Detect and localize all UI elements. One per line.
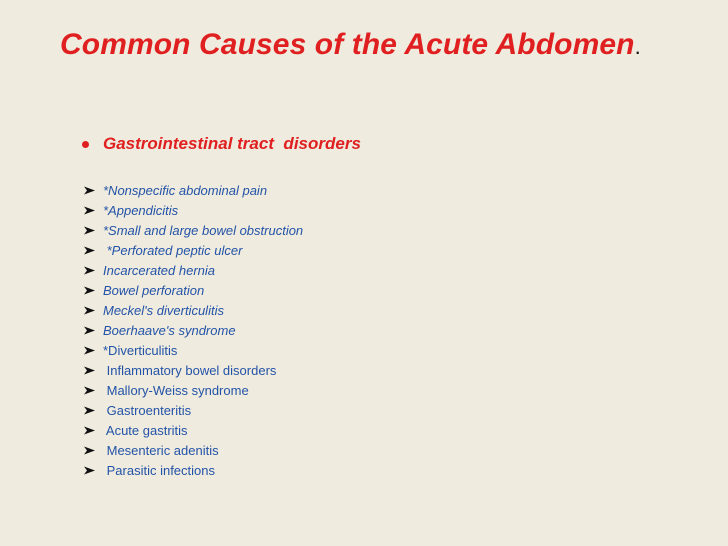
arrow-bullet-icon (84, 365, 95, 376)
list-item (84, 400, 684, 420)
list-item-label: Boerhaave's syndrome (103, 322, 236, 338)
list-item-label: *Diverticulitis (103, 342, 178, 358)
list-item (84, 300, 684, 320)
arrow-bullet-icon (84, 445, 95, 456)
arrow-bullet-icon (84, 305, 95, 316)
section-heading (82, 133, 702, 155)
list-item-label: *Appendicitis (103, 202, 179, 218)
list-item-label: *Small and large bowel obstruction (103, 222, 304, 238)
arrow-bullet-icon (84, 245, 95, 256)
list-item (84, 180, 684, 200)
list-item-label: Meckel's diverticulitis (103, 302, 224, 318)
section-label: Gastrointestinal tract disorders (103, 134, 361, 153)
arrow-bullet-icon (84, 425, 95, 436)
list-item (84, 240, 684, 260)
list-item-label: Incarcerated hernia (103, 262, 216, 278)
list-item-label: *Nonspecific abdominal pain (103, 182, 268, 198)
list-item-label: Mesenteric adenitis (103, 442, 219, 458)
list-item (84, 360, 684, 380)
arrow-bullet-icon (84, 385, 95, 396)
slide-title-text: Common Causes of the Acute Abdomen (60, 28, 635, 61)
arrow-bullet-icon (84, 285, 95, 296)
list-item-label: Inflammatory bowel disorders (103, 362, 277, 378)
arrow-bullet-icon (84, 405, 95, 416)
list-item-label: Mallory-Weiss syndrome (103, 382, 249, 398)
list-item-label: *Perforated peptic ulcer (103, 242, 243, 258)
list-item (84, 280, 684, 300)
list-item-label: Gastroenteritis (103, 402, 192, 418)
list-item (84, 380, 684, 400)
list-item (84, 220, 684, 240)
list-item (84, 420, 684, 440)
list-item-label: Bowel perforation (103, 282, 205, 298)
bullet-dot-icon (82, 141, 89, 148)
list-item (84, 320, 684, 340)
arrow-bullet-icon (84, 225, 95, 236)
list-item (84, 340, 684, 360)
list-item (84, 260, 684, 280)
cause-list (84, 180, 684, 480)
slide-title (60, 28, 720, 62)
list-item-label: Acute gastritis (103, 422, 188, 438)
arrow-bullet-icon (84, 205, 95, 216)
arrow-bullet-icon (84, 265, 95, 276)
list-item (84, 440, 684, 460)
arrow-bullet-icon (84, 325, 95, 336)
arrow-bullet-icon (84, 185, 95, 196)
arrow-bullet-icon (84, 345, 95, 356)
slide-title-period: . (634, 34, 641, 59)
list-item-label: Parasitic infections (103, 462, 215, 478)
list-item (84, 200, 684, 220)
arrow-bullet-icon (84, 465, 95, 476)
list-item (84, 460, 684, 480)
